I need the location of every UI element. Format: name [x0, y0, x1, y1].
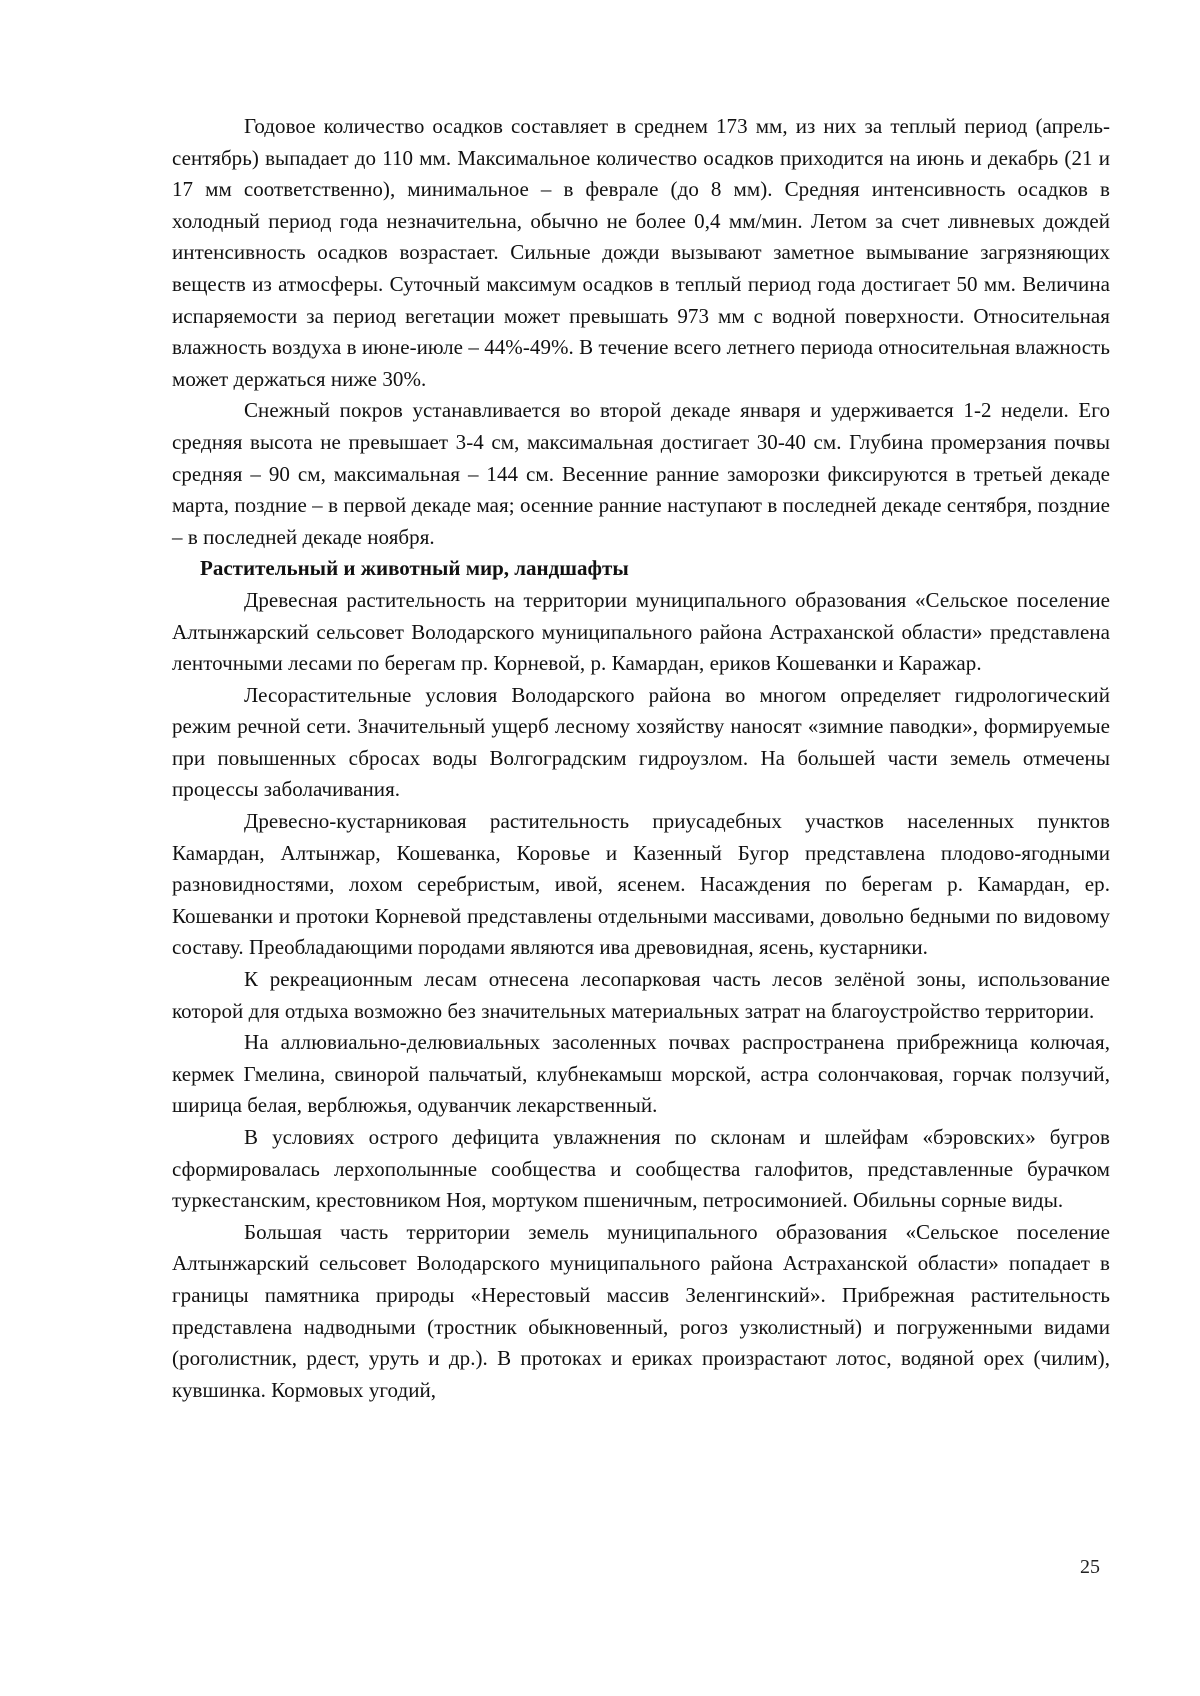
paragraph-snow-cover: Снежный покров устанавливается во второй декаде января и удерживается 1-2 недели. Его средняя высота не превышает 3-4 см, максимальная достигает 30-40 см. Глубина промерзания почвы средняя – 90 см, максимальная – 144 см. Весенние ранние заморозки фиксируются в третьей декаде марта, поздние – в первой декаде мая; осенние ранние наступают в последней декаде сентября, поздние – в последней декаде ноября.	[172, 398, 1110, 549]
paragraph-forest-conditions: Лесорастительные условия Володарского района во многом определяет гидрологический режим речной сети. Значительный ущерб лесному хозяйству наносят «зимние паводки», формируемые при повышенных сбросах воды Волгоградским гидроузлом. На большей части земель отмечены процессы заболачивания.	[172, 682, 1110, 802]
paragraph-recreational-forests: К рекреационным лесам отнесена лесопарковая часть лесов зелёной зоны, использование которой для отдыха возможно без значительных материальных затрат на благоустройство территории.	[172, 967, 1110, 1023]
paragraph-nature-monument: Большая часть территории земель муниципального образования «Сельское поселение Алтынжарский сельсовет Володарского муниципального района Астраханской области» попадает в границы памятника природы «Нерестовый массив Зеленгинский». Прибрежная растительность представлена надводными (тростник обыкновенный, рогоз узколистный) и погруженными видами (роголистник, рдест, уруть и др.). В протоках и ериках произрастают лотос, водяной орех (чилим), кувшинка. Кормовых угодий,	[172, 1219, 1110, 1402]
page-number: 25	[1080, 1556, 1100, 1578]
document-page	[172, 111, 1110, 1406]
paragraph-precipitation: Годовое количество осадков составляет в среднем 173 мм, из них за теплый период (апрель-сентябрь) выпадает до 110 мм. Максимальное количество осадков приходится на июнь и декабрь (21 и 17 мм соответственно), минимальное – в феврале (до 8 мм). Средняя интенсивность осадков в холодный период года незначительна, обычно не более 0,4 мм/мин. Летом за счет ливневых дождей интенсивность осадков возрастает. Сильные дожди вызывают заметное вымывание загрязняющих веществ из атмосферы. Суточный максимум осадков в теплый период года достигает 50 мм. Величина испаряемости за период вегетации может превышать 973 мм с водной поверхности. Относительная влажность воздуха в июне-июле – 44%-49%. В течение всего летнего периода относительная влажность может держаться ниже 30%.	[172, 114, 1110, 391]
section-heading: Растительный и животный мир, ландшафты	[200, 556, 629, 581]
paragraph-shrub-vegetation: Древесно-кустарниковая растительность приусадебных участков населенных пунктов Камардан, Алтынжар, Кошеванка, Коровье и Казенный Бугор представлена плодово-ягодными разновидностями, лохом серебристым, ивой, ясенем. Насаждения по берегам р. Камардан, ер. Кошеванки и протоки Корневой представлены отдельными массивами, довольно бедными по видовому составу. Преобладающими породами являются ива древовидная, ясень, кустарники.	[172, 809, 1110, 960]
paragraph-baer-knolls: В условиях острого дефицита увлажнения по склонам и шлейфам «бэровских» бугров сформировалась лерхополынные сообщества и сообщества галофитов, представленные бурачком туркестанским, крестовником Ноя, мортуком пшеничным, петросимонией. Обильны сорные виды.	[172, 1125, 1110, 1213]
paragraph-saline-soils: На аллювиально-делювиальных засоленных почвах распространена прибрежница колючая, кермек Гмелина, свинорой пальчатый, клубнекамыш морской, астра солончаковая, горчак ползучий, ширица белая, верблюжья, одуванчик лекарственный.	[172, 1030, 1110, 1118]
paragraph-woody-vegetation: Древесная растительность на территории муниципального образования «Сельское поселение Алтынжарский сельсовет Володарского муниципального района Астраханской области» представлена ленточными лесами по берегам пр. Корневой, р. Камардан, ериков Кошеванки и Каражар.	[172, 587, 1110, 676]
